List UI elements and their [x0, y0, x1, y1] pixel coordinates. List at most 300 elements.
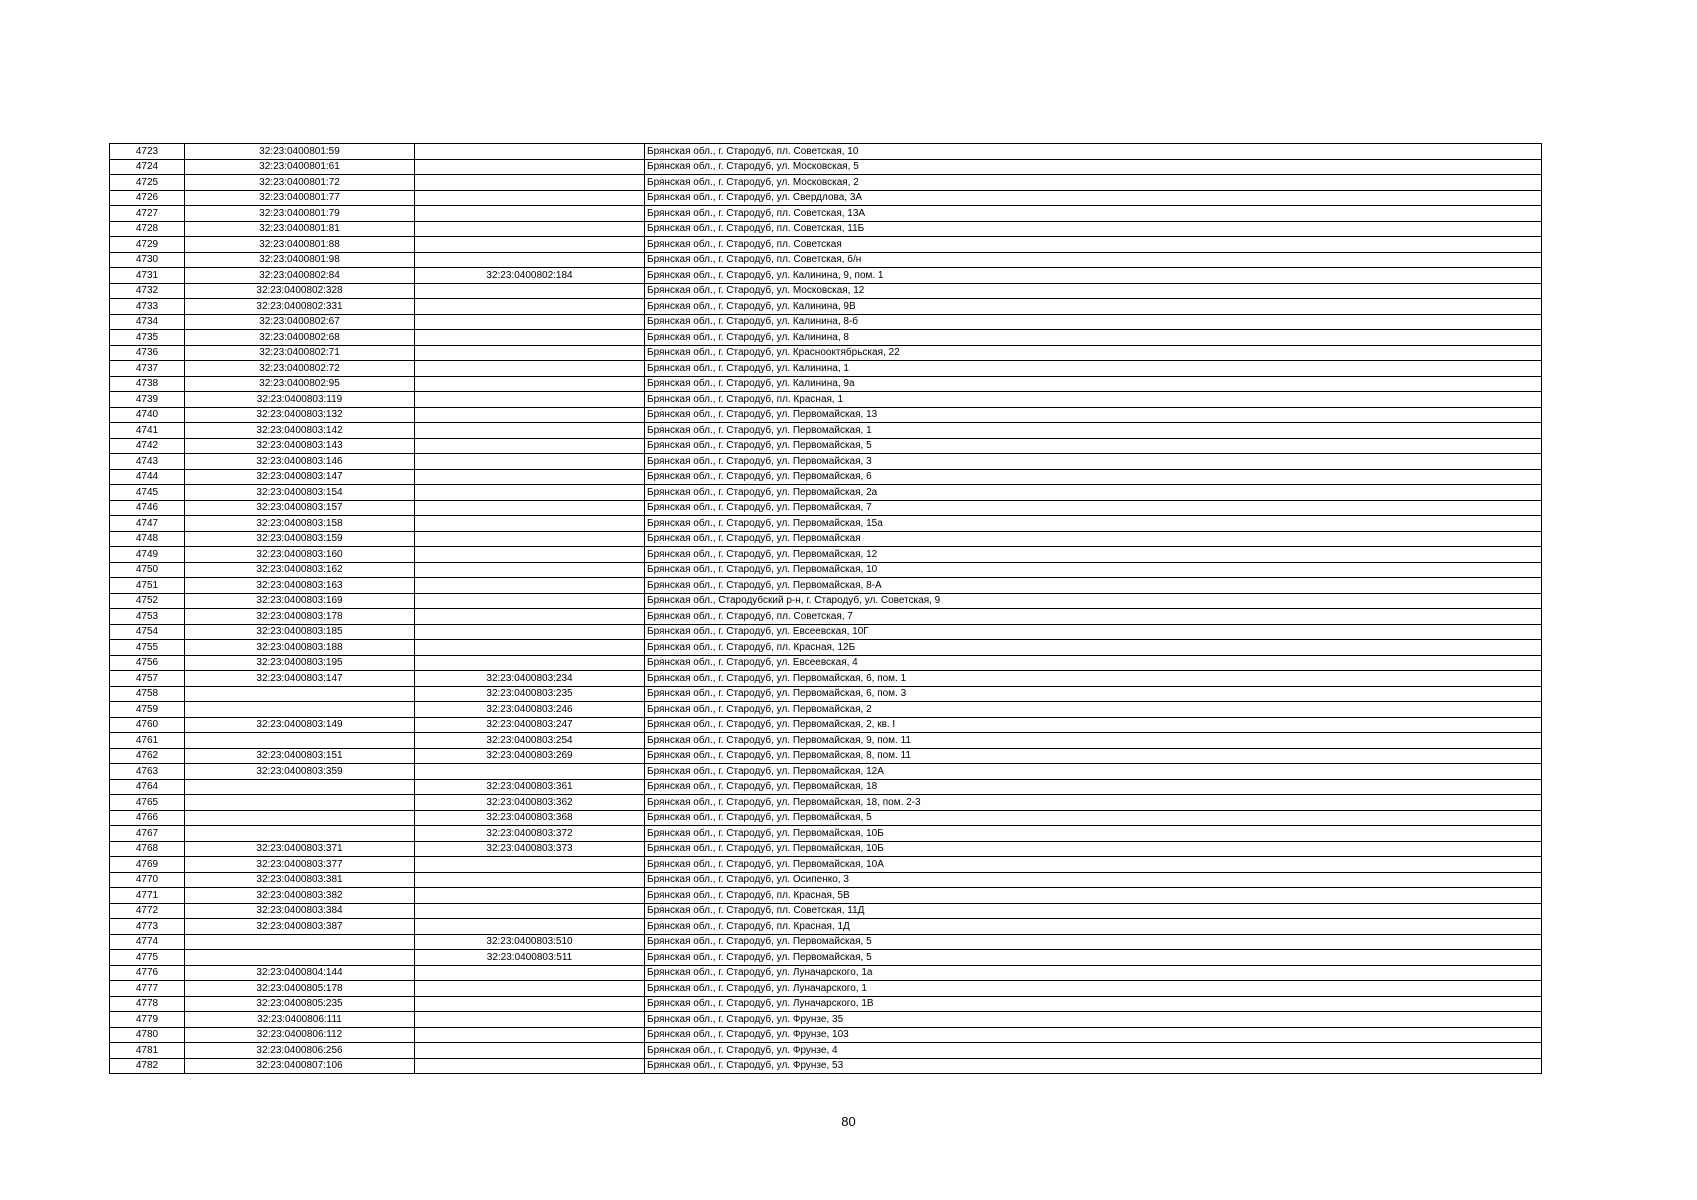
building-number-cell [415, 314, 645, 330]
row-number-cell: 4772 [110, 903, 185, 919]
building-number-cell [415, 206, 645, 222]
cadastral-number-cell: 32:23:0400801:61 [185, 159, 415, 175]
table-row [110, 454, 1542, 470]
cadastral-number-cell: 32:23:0400803:119 [185, 392, 415, 408]
address-cell: Брянская обл., г. Стародуб, ул. Калинина, 9В [645, 299, 1542, 315]
address-cell: Брянская обл., г. Стародуб, ул. Первомайская, 8-А [645, 578, 1542, 594]
address-cell: Брянская обл., г. Стародуб, ул. Краснооктябрьская, 22 [645, 345, 1542, 361]
table-row [110, 578, 1542, 594]
table-row [110, 268, 1542, 284]
building-number-cell [415, 1012, 645, 1028]
cadastral-number-cell: 32:23:0400803:160 [185, 547, 415, 563]
table-row [110, 903, 1542, 919]
address-cell: Брянская обл., г. Стародуб, ул. Московская, 12 [645, 283, 1542, 299]
table-row [110, 655, 1542, 671]
address-cell: Брянская обл., г. Стародуб, ул. Московская, 2 [645, 175, 1542, 191]
row-number-cell: 4729 [110, 237, 185, 253]
cadastral-number-cell: 32:23:0400801:72 [185, 175, 415, 191]
table-row [110, 516, 1542, 532]
building-number-cell [415, 903, 645, 919]
address-cell: Брянская обл., г. Стародуб, ул. Калинина, 8 [645, 330, 1542, 346]
table-row [110, 159, 1542, 175]
building-number-cell [415, 330, 645, 346]
building-number-cell [415, 299, 645, 315]
table-row [110, 237, 1542, 253]
table-row [110, 423, 1542, 439]
cadastral-number-cell: 32:23:0400803:149 [185, 717, 415, 733]
table-row [110, 857, 1542, 873]
row-number-cell: 4753 [110, 609, 185, 625]
cadastral-number-cell: 32:23:0400802:84 [185, 268, 415, 284]
table-row [110, 996, 1542, 1012]
building-number-cell [415, 144, 645, 160]
table-row [110, 779, 1542, 795]
building-number-cell [415, 624, 645, 640]
table-row [110, 965, 1542, 981]
table-row [110, 686, 1542, 702]
building-number-cell [415, 345, 645, 361]
row-number-cell: 4777 [110, 981, 185, 997]
address-cell: Брянская обл., г. Стародуб, ул. Первомайская, 1 [645, 423, 1542, 439]
building-number-cell [415, 996, 645, 1012]
building-number-cell [415, 190, 645, 206]
building-number-cell [415, 469, 645, 485]
row-number-cell: 4739 [110, 392, 185, 408]
address-cell: Брянская обл., г. Стародуб, ул. Первомайская, 2а [645, 485, 1542, 501]
row-number-cell: 4741 [110, 423, 185, 439]
address-cell: Брянская обл., г. Стародуб, ул. Первомайская, 6, пом. 1 [645, 671, 1542, 687]
cadastral-number-cell: 32:23:0400803:387 [185, 919, 415, 935]
table-row [110, 1043, 1542, 1059]
building-number-cell: 32:23:0400803:362 [415, 795, 645, 811]
row-number-cell: 4761 [110, 733, 185, 749]
row-number-cell: 4771 [110, 888, 185, 904]
row-number-cell: 4774 [110, 934, 185, 950]
row-number-cell: 4766 [110, 810, 185, 826]
page-number: 80 [841, 1114, 856, 1129]
building-number-cell [415, 237, 645, 253]
cadastral-number-cell: 32:23:0400801:79 [185, 206, 415, 222]
address-cell: Брянская обл., г. Стародуб, ул. Первомайская, 5 [645, 810, 1542, 826]
address-cell: Брянская обл., г. Стародуб, ул. Луначарского, 1 [645, 981, 1542, 997]
table-row [110, 872, 1542, 888]
cadastral-number-cell: 32:23:0400803:158 [185, 516, 415, 532]
row-number-cell: 4759 [110, 702, 185, 718]
address-cell: Брянская обл., г. Стародуб, ул. Первомайская, 6 [645, 469, 1542, 485]
cadastral-number-cell: 32:23:0400803:159 [185, 531, 415, 547]
building-number-cell: 32:23:0400803:510 [415, 934, 645, 950]
address-cell: Брянская обл., г. Стародуб, пл. Красная, 12Б [645, 640, 1542, 656]
building-number-cell [415, 252, 645, 268]
table-row [110, 299, 1542, 315]
table-row [110, 144, 1542, 160]
table-row [110, 981, 1542, 997]
address-cell: Брянская обл., г. Стародуб, ул. Первомайская, 2 [645, 702, 1542, 718]
building-number-cell [415, 1058, 645, 1074]
building-number-cell [415, 438, 645, 454]
cadastral-number-cell: 32:23:0400803:371 [185, 841, 415, 857]
cadastral-number-cell: 32:23:0400803:162 [185, 562, 415, 578]
cadastral-number-cell: 32:23:0400803:146 [185, 454, 415, 470]
row-number-cell: 4779 [110, 1012, 185, 1028]
table-row [110, 748, 1542, 764]
building-number-cell [415, 221, 645, 237]
address-cell: Брянская обл., г. Стародуб, ул. Фрунзе, 53 [645, 1058, 1542, 1074]
address-cell: Брянская обл., г. Стародуб, ул. Фрунзе, 35 [645, 1012, 1542, 1028]
row-number-cell: 4735 [110, 330, 185, 346]
building-number-cell [415, 376, 645, 392]
building-number-cell [415, 872, 645, 888]
cadastral-number-cell: 32:23:0400806:256 [185, 1043, 415, 1059]
row-number-cell: 4749 [110, 547, 185, 563]
building-number-cell [415, 764, 645, 780]
building-number-cell: 32:23:0400802:184 [415, 268, 645, 284]
table-row [110, 1012, 1542, 1028]
row-number-cell: 4764 [110, 779, 185, 795]
building-number-cell [415, 547, 645, 563]
cadastral-number-cell [185, 950, 415, 966]
row-number-cell: 4731 [110, 268, 185, 284]
building-number-cell [415, 655, 645, 671]
row-number-cell: 4724 [110, 159, 185, 175]
address-cell: Брянская обл., г. Стародуб, пл. Советская, 10 [645, 144, 1542, 160]
address-cell: Брянская обл., г. Стародуб, ул. Первомайская, 15а [645, 516, 1542, 532]
cadastral-number-cell: 32:23:0400802:68 [185, 330, 415, 346]
cadastral-number-cell: 32:23:0400803:169 [185, 593, 415, 609]
building-number-cell: 32:23:0400803:269 [415, 748, 645, 764]
building-number-cell [415, 423, 645, 439]
cadastral-number-cell: 32:23:0400803:195 [185, 655, 415, 671]
table-row [110, 283, 1542, 299]
address-cell: Брянская обл., г. Стародуб, пл. Советская, 7 [645, 609, 1542, 625]
address-cell: Брянская обл., г. Стародуб, ул. Первомайская, 13 [645, 407, 1542, 423]
table-row [110, 531, 1542, 547]
cadastral-number-cell: 32:23:0400803:147 [185, 671, 415, 687]
row-number-cell: 4775 [110, 950, 185, 966]
building-number-cell [415, 593, 645, 609]
cadastral-number-cell: 32:23:0400802:95 [185, 376, 415, 392]
table-row [110, 810, 1542, 826]
address-cell: Брянская обл., г. Стародуб, пл. Красная, 1Д [645, 919, 1542, 935]
cadastral-number-cell: 32:23:0400802:328 [185, 283, 415, 299]
cadastral-number-cell: 32:23:0400803:163 [185, 578, 415, 594]
building-number-cell: 32:23:0400803:234 [415, 671, 645, 687]
address-cell: Брянская обл., г. Стародуб, ул. Первомайская, 10 [645, 562, 1542, 578]
cadastral-number-cell: 32:23:0400803:188 [185, 640, 415, 656]
cadastral-number-cell: 32:23:0400806:112 [185, 1027, 415, 1043]
table-row [110, 888, 1542, 904]
cadastral-number-cell: 32:23:0400803:132 [185, 407, 415, 423]
address-cell: Брянская обл., г. Стародуб, пл. Советская, 11Б [645, 221, 1542, 237]
table-row [110, 469, 1542, 485]
cadastral-number-cell: 32:23:0400802:67 [185, 314, 415, 330]
row-number-cell: 4726 [110, 190, 185, 206]
row-number-cell: 4770 [110, 872, 185, 888]
table-row [110, 206, 1542, 222]
table-row [110, 624, 1542, 640]
address-cell: Брянская обл., г. Стародуб, ул. Осипенко, 3 [645, 872, 1542, 888]
building-number-cell [415, 578, 645, 594]
address-cell: Брянская обл., г. Стародуб, ул. Первомайская, 5 [645, 934, 1542, 950]
address-cell: Брянская обл., г. Стародуб, пл. Красная, 5В [645, 888, 1542, 904]
table-row [110, 950, 1542, 966]
table-row [110, 1027, 1542, 1043]
table-row [110, 485, 1542, 501]
cadastral-number-cell: 32:23:0400807:106 [185, 1058, 415, 1074]
cadastral-number-cell [185, 702, 415, 718]
row-number-cell: 4723 [110, 144, 185, 160]
row-number-cell: 4756 [110, 655, 185, 671]
row-number-cell: 4755 [110, 640, 185, 656]
table-row [110, 733, 1542, 749]
cadastral-number-cell: 32:23:0400803:154 [185, 485, 415, 501]
building-number-cell [415, 361, 645, 377]
cadastral-number-cell [185, 795, 415, 811]
table-row [110, 671, 1542, 687]
row-number-cell: 4742 [110, 438, 185, 454]
table-row [110, 640, 1542, 656]
cadastral-number-cell: 32:23:0400803:157 [185, 500, 415, 516]
row-number-cell: 4738 [110, 376, 185, 392]
address-cell: Брянская обл., г. Стародуб, пл. Советская, 11Д [645, 903, 1542, 919]
row-number-cell: 4758 [110, 686, 185, 702]
row-number-cell: 4773 [110, 919, 185, 935]
row-number-cell: 4780 [110, 1027, 185, 1043]
address-cell: Брянская обл., г. Стародуб, ул. Первомайская, 10А [645, 857, 1542, 873]
building-number-cell: 32:23:0400803:246 [415, 702, 645, 718]
building-number-cell [415, 454, 645, 470]
row-number-cell: 4781 [110, 1043, 185, 1059]
row-number-cell: 4750 [110, 562, 185, 578]
address-cell: Брянская обл., Стародубский р-н, г. Стародуб, ул. Советская, 9 [645, 593, 1542, 609]
address-cell: Брянская обл., г. Стародуб, ул. Свердлова, 3А [645, 190, 1542, 206]
address-cell: Брянская обл., г. Стародуб, ул. Первомайская, 2, кв. I [645, 717, 1542, 733]
address-cell: Брянская обл., г. Стародуб, ул. Фрунзе, 103 [645, 1027, 1542, 1043]
cadastral-number-cell: 32:23:0400803:147 [185, 469, 415, 485]
table-row [110, 376, 1542, 392]
table-row [110, 593, 1542, 609]
address-cell: Брянская обл., г. Стародуб, ул. Первомайская, 10Б [645, 826, 1542, 842]
row-number-cell: 4737 [110, 361, 185, 377]
cadastral-number-cell: 32:23:0400801:88 [185, 237, 415, 253]
building-number-cell [415, 407, 645, 423]
address-cell: Брянская обл., г. Стародуб, пл. Советская, б/н [645, 252, 1542, 268]
table-row [110, 438, 1542, 454]
address-cell: Брянская обл., г. Стародуб, ул. Первомайская, 12 [645, 547, 1542, 563]
table-row [110, 190, 1542, 206]
cadastral-number-cell: 32:23:0400801:77 [185, 190, 415, 206]
row-number-cell: 4768 [110, 841, 185, 857]
row-number-cell: 4782 [110, 1058, 185, 1074]
address-cell: Брянская обл., г. Стародуб, ул. Калинина, 8-б [645, 314, 1542, 330]
building-number-cell [415, 888, 645, 904]
building-number-cell [415, 531, 645, 547]
table-row [110, 795, 1542, 811]
building-number-cell [415, 159, 645, 175]
table-row [110, 252, 1542, 268]
address-cell: Брянская обл., г. Стародуб, ул. Первомайская, 10Б [645, 841, 1542, 857]
row-number-cell: 4776 [110, 965, 185, 981]
address-cell: Брянская обл., г. Стародуб, ул. Первомайская, 6, пом. 3 [645, 686, 1542, 702]
building-number-cell: 32:23:0400803:361 [415, 779, 645, 795]
table-row [110, 1058, 1542, 1074]
table-row [110, 702, 1542, 718]
table-row [110, 764, 1542, 780]
row-number-cell: 4747 [110, 516, 185, 532]
registry-body [110, 144, 1542, 1074]
table-row [110, 826, 1542, 842]
cadastral-number-cell: 32:23:0400801:59 [185, 144, 415, 160]
row-number-cell: 4725 [110, 175, 185, 191]
cadastral-number-cell: 32:23:0400802:331 [185, 299, 415, 315]
cadastral-number-cell: 32:23:0400801:81 [185, 221, 415, 237]
row-number-cell: 4760 [110, 717, 185, 733]
cadastral-number-cell: 32:23:0400803:185 [185, 624, 415, 640]
building-number-cell [415, 609, 645, 625]
building-number-cell [415, 516, 645, 532]
cadastral-number-cell: 32:23:0400803:178 [185, 609, 415, 625]
row-number-cell: 4751 [110, 578, 185, 594]
cadastral-number-cell: 32:23:0400803:384 [185, 903, 415, 919]
cadastral-number-cell: 32:23:0400803:142 [185, 423, 415, 439]
address-cell: Брянская обл., г. Стародуб, ул. Первомайская, 12А [645, 764, 1542, 780]
building-number-cell [415, 1043, 645, 1059]
building-number-cell: 32:23:0400803:373 [415, 841, 645, 857]
table-row [110, 562, 1542, 578]
cadastral-number-cell: 32:23:0400803:382 [185, 888, 415, 904]
address-cell: Брянская обл., г. Стародуб, ул. Калинина, 9а [645, 376, 1542, 392]
row-number-cell: 4762 [110, 748, 185, 764]
table-row [110, 361, 1542, 377]
address-cell: Брянская обл., г. Стародуб, ул. Московская, 5 [645, 159, 1542, 175]
row-number-cell: 4767 [110, 826, 185, 842]
table-row [110, 841, 1542, 857]
cadastral-number-cell: 32:23:0400803:377 [185, 857, 415, 873]
cadastral-number-cell: 32:23:0400801:98 [185, 252, 415, 268]
table-row [110, 717, 1542, 733]
table-row [110, 407, 1542, 423]
row-number-cell: 4743 [110, 454, 185, 470]
cadastral-number-cell [185, 826, 415, 842]
address-cell: Брянская обл., г. Стародуб, пл. Красная, 1 [645, 392, 1542, 408]
address-cell: Брянская обл., г. Стародуб, пл. Советская [645, 237, 1542, 253]
building-number-cell [415, 857, 645, 873]
building-number-cell: 32:23:0400803:235 [415, 686, 645, 702]
cadastral-number-cell [185, 733, 415, 749]
cadastral-number-cell: 32:23:0400803:381 [185, 872, 415, 888]
address-cell: Брянская обл., г. Стародуб, ул. Евсеевская, 10Г [645, 624, 1542, 640]
table-row [110, 919, 1542, 935]
cadastral-number-cell [185, 779, 415, 795]
building-number-cell [415, 640, 645, 656]
cadastral-number-cell [185, 810, 415, 826]
address-cell: Брянская обл., г. Стародуб, ул. Калинина, 1 [645, 361, 1542, 377]
row-number-cell: 4757 [110, 671, 185, 687]
row-number-cell: 4745 [110, 485, 185, 501]
row-number-cell: 4732 [110, 283, 185, 299]
table-row [110, 330, 1542, 346]
row-number-cell: 4730 [110, 252, 185, 268]
row-number-cell: 4754 [110, 624, 185, 640]
row-number-cell: 4746 [110, 500, 185, 516]
address-cell: Брянская обл., г. Стародуб, ул. Луначарского, 1В [645, 996, 1542, 1012]
address-cell: Брянская обл., г. Стародуб, ул. Первомайская, 18, пом. 2-3 [645, 795, 1542, 811]
building-number-cell [415, 392, 645, 408]
row-number-cell: 4734 [110, 314, 185, 330]
building-number-cell: 32:23:0400803:254 [415, 733, 645, 749]
address-cell: Брянская обл., г. Стародуб, ул. Первомайская, 3 [645, 454, 1542, 470]
address-cell: Брянская обл., г. Стародуб, ул. Первомайская, 9, пом. 11 [645, 733, 1542, 749]
address-cell: Брянская обл., г. Стародуб, ул. Луначарского, 1а [645, 965, 1542, 981]
table-row [110, 392, 1542, 408]
row-number-cell: 4748 [110, 531, 185, 547]
building-number-cell: 32:23:0400803:511 [415, 950, 645, 966]
table-row [110, 314, 1542, 330]
row-number-cell: 4736 [110, 345, 185, 361]
building-number-cell [415, 919, 645, 935]
table-row [110, 345, 1542, 361]
cadastral-number-cell [185, 934, 415, 950]
building-number-cell [415, 175, 645, 191]
cadastral-number-cell: 32:23:0400804:144 [185, 965, 415, 981]
row-number-cell: 4733 [110, 299, 185, 315]
row-number-cell: 4727 [110, 206, 185, 222]
cadastral-number-cell: 32:23:0400802:71 [185, 345, 415, 361]
table-row [110, 500, 1542, 516]
cadastral-number-cell: 32:23:0400802:72 [185, 361, 415, 377]
address-cell: Брянская обл., г. Стародуб, ул. Первомайская [645, 531, 1542, 547]
building-number-cell [415, 965, 645, 981]
building-number-cell [415, 283, 645, 299]
cadastral-number-cell: 32:23:0400805:235 [185, 996, 415, 1012]
building-number-cell: 32:23:0400803:247 [415, 717, 645, 733]
cadastral-number-cell: 32:23:0400803:359 [185, 764, 415, 780]
address-cell: Брянская обл., г. Стародуб, ул. Первомайская, 18 [645, 779, 1542, 795]
row-number-cell: 4744 [110, 469, 185, 485]
address-cell: Брянская обл., г. Стародуб, ул. Первомайская, 8, пом. 11 [645, 748, 1542, 764]
property-registry-table [109, 143, 1542, 1074]
row-number-cell: 4740 [110, 407, 185, 423]
address-cell: Брянская обл., г. Стародуб, пл. Советская, 13А [645, 206, 1542, 222]
table-row [110, 609, 1542, 625]
cadastral-number-cell [185, 686, 415, 702]
table-row [110, 175, 1542, 191]
address-cell: Брянская обл., г. Стародуб, ул. Первомайская, 5 [645, 438, 1542, 454]
row-number-cell: 4769 [110, 857, 185, 873]
building-number-cell [415, 1027, 645, 1043]
row-number-cell: 4728 [110, 221, 185, 237]
building-number-cell: 32:23:0400803:368 [415, 810, 645, 826]
address-cell: Брянская обл., г. Стародуб, ул. Фрунзе, 4 [645, 1043, 1542, 1059]
row-number-cell: 4778 [110, 996, 185, 1012]
cadastral-number-cell: 32:23:0400803:151 [185, 748, 415, 764]
cadastral-number-cell: 32:23:0400805:178 [185, 981, 415, 997]
cadastral-number-cell: 32:23:0400803:143 [185, 438, 415, 454]
building-number-cell [415, 485, 645, 501]
cadastral-number-cell: 32:23:0400806:111 [185, 1012, 415, 1028]
row-number-cell: 4765 [110, 795, 185, 811]
building-number-cell [415, 562, 645, 578]
row-number-cell: 4763 [110, 764, 185, 780]
row-number-cell: 4752 [110, 593, 185, 609]
building-number-cell [415, 500, 645, 516]
table-row [110, 221, 1542, 237]
address-cell: Брянская обл., г. Стародуб, ул. Первомайская, 5 [645, 950, 1542, 966]
building-number-cell: 32:23:0400803:372 [415, 826, 645, 842]
address-cell: Брянская обл., г. Стародуб, ул. Калинина, 9, пом. 1 [645, 268, 1542, 284]
table-row [110, 934, 1542, 950]
address-cell: Брянская обл., г. Стародуб, ул. Первомайская, 7 [645, 500, 1542, 516]
